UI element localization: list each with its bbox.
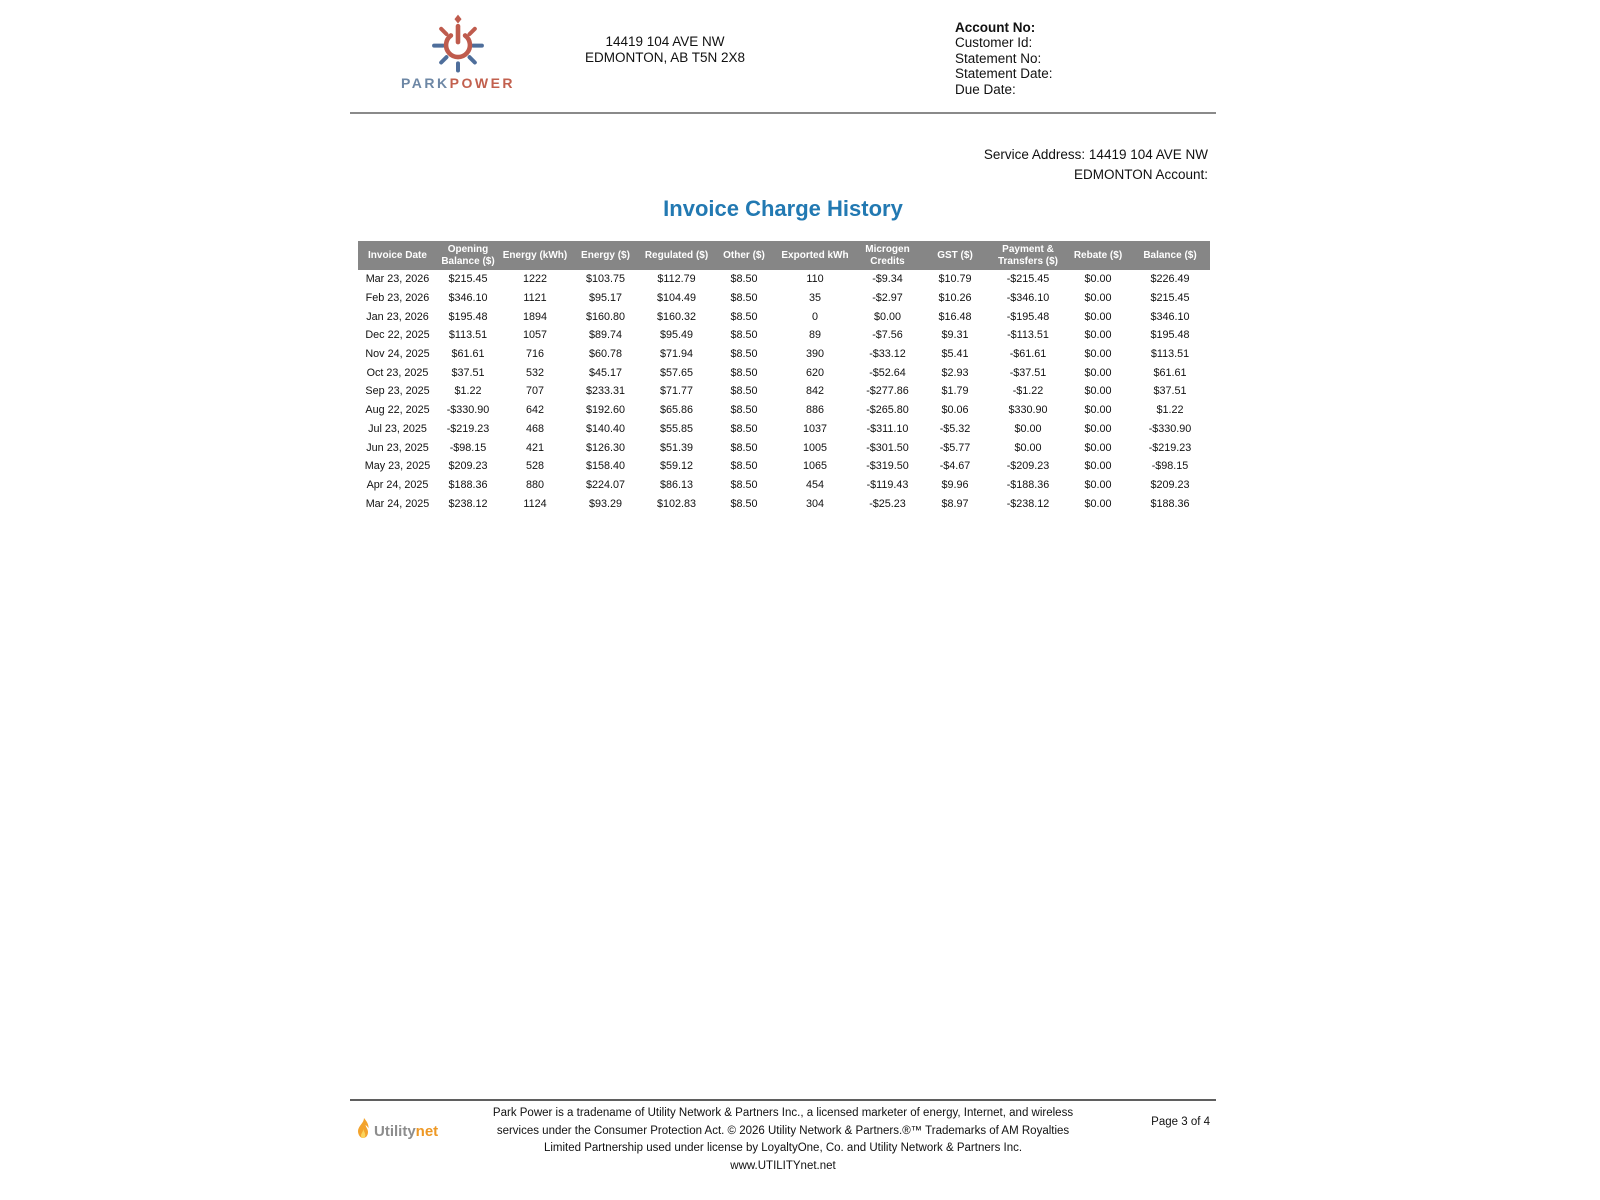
table-cell: $0.00 bbox=[1084, 292, 1112, 305]
table-cell: $160.80 bbox=[585, 310, 626, 323]
table-cell: $8.50 bbox=[730, 273, 758, 286]
table-cell: -$188.36 bbox=[1006, 478, 1050, 491]
table-row bbox=[358, 289, 1210, 308]
table-cell: $103.75 bbox=[585, 273, 626, 286]
table-cell: $8.50 bbox=[730, 329, 758, 342]
table-cell: -$277.86 bbox=[866, 385, 909, 398]
table-cell: $8.50 bbox=[730, 460, 758, 473]
table-cell: $8.50 bbox=[730, 404, 758, 417]
table-cell: $192.60 bbox=[585, 404, 626, 417]
column-header: Other ($) bbox=[713, 241, 775, 270]
table-cell: -$5.77 bbox=[939, 441, 971, 454]
table-cell: -$5.32 bbox=[939, 422, 971, 435]
table-cell: $158.40 bbox=[585, 460, 626, 473]
table-row bbox=[358, 401, 1210, 420]
table-cell: $95.17 bbox=[588, 292, 623, 305]
table-cell: $126.30 bbox=[585, 441, 626, 454]
table-cell: $160.32 bbox=[656, 310, 697, 323]
table-cell: -$33.12 bbox=[869, 348, 906, 361]
wordmark-utility: Utility bbox=[374, 1123, 416, 1140]
table-cell: $71.77 bbox=[659, 385, 694, 398]
table-cell: $8.97 bbox=[941, 497, 969, 510]
table-cell: $9.96 bbox=[941, 478, 969, 491]
table-cell: 35 bbox=[808, 292, 821, 305]
footer-disclaimer bbox=[350, 1105, 1216, 1158]
table-cell: -$9.34 bbox=[872, 273, 903, 286]
table-cell: $0.00 bbox=[1084, 329, 1112, 342]
table-cell: -$52.64 bbox=[869, 366, 906, 379]
table-cell: 642 bbox=[525, 404, 544, 417]
table-cell: 1121 bbox=[523, 292, 547, 305]
table-cell: $89.74 bbox=[588, 329, 623, 342]
table-cell: -$7.56 bbox=[872, 329, 903, 342]
table-cell: Apr 24, 2025 bbox=[366, 478, 429, 491]
table-row bbox=[358, 420, 1210, 439]
table-body bbox=[358, 270, 1210, 513]
table-cell: -$113.51 bbox=[1007, 329, 1049, 342]
table-cell: $51.39 bbox=[659, 441, 694, 454]
column-header: Energy (kWh) bbox=[499, 241, 571, 270]
table-cell: -$195.48 bbox=[1006, 310, 1050, 323]
service-address-block bbox=[984, 145, 1208, 184]
statement-no-label: Statement No: bbox=[955, 50, 1042, 66]
table-cell: $1.22 bbox=[454, 385, 482, 398]
table-cell: $1.22 bbox=[1156, 404, 1184, 417]
page-title: Invoice Charge History bbox=[663, 196, 903, 221]
table-cell: $10.26 bbox=[938, 292, 972, 305]
table-cell: $57.65 bbox=[659, 366, 694, 379]
table-cell: -$119.43 bbox=[866, 478, 909, 491]
table-cell: 1037 bbox=[802, 422, 828, 435]
table-row bbox=[358, 457, 1210, 476]
table-cell: $71.94 bbox=[659, 348, 694, 361]
table-cell: Oct 23, 2025 bbox=[366, 366, 429, 379]
column-header: Energy ($) bbox=[571, 241, 640, 270]
table-cell: $93.29 bbox=[588, 497, 623, 510]
table-cell: 0 bbox=[811, 310, 818, 323]
table-cell: $238.12 bbox=[448, 497, 488, 510]
column-header: Opening Balance ($) bbox=[437, 241, 499, 270]
wordmark-park: PARK bbox=[400, 75, 450, 91]
table-cell: 1894 bbox=[522, 310, 548, 323]
table-cell: -$330.90 bbox=[1148, 422, 1192, 435]
table-cell: 842 bbox=[805, 385, 824, 398]
table-cell: $104.49 bbox=[656, 292, 697, 305]
table-cell: $8.50 bbox=[730, 292, 758, 305]
power-sun-icon bbox=[400, 12, 516, 74]
table-row bbox=[358, 438, 1210, 457]
due-date-label: Due Date: bbox=[955, 81, 1016, 97]
table-cell: $0.00 bbox=[1084, 497, 1112, 510]
table-cell: $8.50 bbox=[730, 497, 758, 510]
mailing-address bbox=[500, 34, 830, 65]
table-cell: -$265.80 bbox=[866, 404, 909, 417]
table-cell: $0.00 bbox=[1084, 385, 1112, 398]
table-cell: $102.83 bbox=[656, 497, 697, 510]
table-cell: $61.61 bbox=[1153, 366, 1187, 379]
table-cell: -$98.15 bbox=[1151, 460, 1189, 473]
table-cell: -$2.97 bbox=[872, 292, 903, 305]
table-cell: $8.50 bbox=[730, 366, 758, 379]
table-cell: $0.00 bbox=[1084, 273, 1112, 286]
table-cell: $233.31 bbox=[585, 385, 626, 398]
disclaimer-line1: Park Power is a tradename of Utility Network & Partners Inc., a licensed marketer of energy, Internet, and wireless bbox=[492, 1107, 1074, 1119]
table-cell: -$301.50 bbox=[866, 441, 909, 454]
table-row bbox=[358, 345, 1210, 364]
table-cell: $188.36 bbox=[448, 478, 488, 491]
table-cell: -$215.45 bbox=[1006, 273, 1050, 286]
table-cell: $86.13 bbox=[659, 478, 694, 491]
header-divider bbox=[350, 112, 1216, 114]
table-cell: $0.00 bbox=[1084, 422, 1112, 435]
column-header: Payment & Transfers ($) bbox=[990, 241, 1066, 270]
mailing-address-line2: EDMONTON, AB T5N 2X8 bbox=[584, 49, 746, 65]
column-header: Microgen Credits bbox=[855, 241, 920, 270]
table-cell: 1124 bbox=[523, 497, 547, 510]
table-cell: $0.00 bbox=[1084, 460, 1112, 473]
table-cell: 1222 bbox=[522, 273, 548, 286]
table-cell: $60.78 bbox=[588, 348, 623, 361]
mailing-address-line1: 14419 104 AVE NW bbox=[605, 34, 725, 49]
table-cell: 89 bbox=[808, 329, 821, 342]
table-cell: $0.00 bbox=[1084, 404, 1112, 417]
table-cell: $0.00 bbox=[1084, 348, 1112, 361]
table-cell: $0.00 bbox=[1084, 366, 1112, 379]
table-cell: -$4.67 bbox=[939, 460, 971, 473]
account-no-label: Account No: bbox=[955, 20, 1036, 35]
table-cell: $55.85 bbox=[659, 422, 694, 435]
table-cell: 716 bbox=[525, 348, 544, 361]
table-cell: 886 bbox=[805, 404, 824, 417]
table-cell: $0.00 bbox=[1084, 310, 1112, 323]
table-cell: $195.48 bbox=[448, 310, 488, 323]
table-cell: $0.00 bbox=[873, 310, 902, 323]
table-cell: $209.23 bbox=[448, 460, 488, 473]
footer-divider bbox=[350, 1099, 1216, 1101]
table-row bbox=[358, 476, 1210, 495]
table-cell: Aug 22, 2025 bbox=[365, 404, 430, 417]
wordmark-power: POWER bbox=[449, 75, 516, 91]
table-cell: $9.31 bbox=[941, 329, 969, 342]
table-cell: $10.79 bbox=[938, 273, 972, 286]
table-cell: -$25.23 bbox=[869, 497, 906, 510]
table-cell: -$219.23 bbox=[446, 422, 490, 435]
table-cell: Dec 22, 2025 bbox=[365, 329, 430, 342]
account-info-block bbox=[955, 20, 1053, 97]
table-cell: $61.61 bbox=[451, 348, 485, 361]
table-cell: $224.07 bbox=[585, 478, 626, 491]
table-cell: 304 bbox=[805, 497, 824, 510]
table-cell: $59.12 bbox=[659, 460, 694, 473]
table-cell: $215.45 bbox=[448, 273, 488, 286]
table-cell: -$209.23 bbox=[1006, 460, 1050, 473]
table-cell: Sep 23, 2025 bbox=[365, 385, 430, 398]
table-cell: 1065 bbox=[802, 460, 828, 473]
table-cell: Nov 24, 2025 bbox=[365, 348, 430, 361]
table-cell: Jul 23, 2025 bbox=[368, 422, 427, 435]
disclaimer-line3: Limited Partnership used under license by LoyaltyOne, Co. and Utility Network & Partners Inc. bbox=[543, 1142, 1023, 1154]
table-cell: Jun 23, 2025 bbox=[366, 441, 429, 454]
table-cell: May 23, 2025 bbox=[364, 460, 431, 473]
table-row bbox=[358, 494, 1210, 513]
table-cell: $113.51 bbox=[448, 329, 488, 342]
website-url: www.UTILITYnet.net bbox=[730, 1160, 836, 1172]
table-cell: 110 bbox=[806, 273, 824, 286]
table-cell: $0.00 bbox=[1084, 441, 1112, 454]
table-cell: 1057 bbox=[522, 329, 548, 342]
table-cell: -$98.15 bbox=[449, 441, 487, 454]
table-cell: $0.00 bbox=[1014, 422, 1042, 435]
table-cell: Feb 23, 2026 bbox=[365, 292, 430, 305]
table-cell: $226.49 bbox=[1150, 273, 1190, 286]
table-cell: $0.06 bbox=[941, 404, 969, 417]
table-cell: $8.50 bbox=[730, 478, 758, 491]
invoice-history-table bbox=[358, 241, 1210, 513]
table-cell: $330.90 bbox=[1008, 404, 1048, 417]
table-cell: -$346.10 bbox=[1006, 292, 1050, 305]
table-cell: $209.23 bbox=[1150, 478, 1190, 491]
table-cell: 1005 bbox=[802, 441, 828, 454]
table-cell: -$238.12 bbox=[1006, 497, 1050, 510]
table-cell: 707 bbox=[525, 385, 544, 398]
table-cell: $65.86 bbox=[659, 404, 694, 417]
table-cell: 532 bbox=[525, 366, 544, 379]
table-row bbox=[358, 382, 1210, 401]
column-header: GST ($) bbox=[920, 241, 990, 270]
table-cell: $16.48 bbox=[938, 310, 972, 323]
table-cell: -$311.10 bbox=[866, 422, 909, 435]
table-cell: $215.45 bbox=[1150, 292, 1190, 305]
column-header: Exported kWh bbox=[775, 241, 855, 270]
table-cell: Jan 23, 2026 bbox=[366, 310, 429, 323]
table-row bbox=[358, 363, 1210, 382]
table-cell: $5.41 bbox=[941, 348, 969, 361]
wordmark-net: net bbox=[415, 1123, 439, 1140]
table-cell: $8.50 bbox=[730, 385, 758, 398]
table-cell: $37.51 bbox=[451, 366, 485, 379]
table-cell: $45.17 bbox=[588, 366, 623, 379]
table-cell: $37.51 bbox=[1153, 385, 1187, 398]
table-header-row bbox=[358, 241, 1210, 270]
table-cell: -$219.23 bbox=[1148, 441, 1192, 454]
disclaimer-line2: services under the Consumer Protection Act. © 2026 Utility Network & Partners.®™ Trademarks of AM Royalties bbox=[496, 1124, 1070, 1137]
column-header: Invoice Date bbox=[358, 241, 437, 270]
table-cell: $112.79 bbox=[657, 273, 696, 286]
table-cell: $8.50 bbox=[730, 310, 758, 323]
table-cell: $8.50 bbox=[730, 422, 758, 435]
table-cell: Mar 23, 2026 bbox=[365, 273, 430, 286]
column-header: Regulated ($) bbox=[640, 241, 713, 270]
parkpower-logo bbox=[400, 12, 516, 91]
document-page bbox=[350, 0, 1216, 1200]
table-cell: 390 bbox=[805, 348, 824, 361]
table-row bbox=[358, 326, 1210, 345]
table-cell: $8.50 bbox=[730, 441, 758, 454]
column-header: Rebate ($) bbox=[1066, 241, 1130, 270]
table-cell: $0.00 bbox=[1084, 478, 1112, 491]
column-header: Balance ($) bbox=[1130, 241, 1210, 270]
statement-date-label: Statement Date: bbox=[955, 66, 1053, 82]
table-cell: $195.48 bbox=[1150, 329, 1190, 342]
table-cell: 620 bbox=[805, 366, 824, 379]
table-cell: 468 bbox=[525, 422, 544, 435]
table-cell: -$1.22 bbox=[1012, 385, 1044, 398]
table-cell: -$319.50 bbox=[866, 460, 909, 473]
table-cell: $8.50 bbox=[730, 348, 758, 361]
table-cell: $346.10 bbox=[448, 292, 488, 305]
table-cell: $346.10 bbox=[1150, 310, 1190, 323]
customer-id-label: Customer Id: bbox=[955, 35, 1033, 51]
table-row bbox=[358, 270, 1210, 289]
table-cell: 880 bbox=[525, 478, 544, 491]
table-cell: $95.49 bbox=[659, 329, 694, 342]
table-cell: Mar 24, 2025 bbox=[365, 497, 430, 510]
table-cell: $0.00 bbox=[1014, 441, 1042, 454]
table-cell: $140.40 bbox=[585, 422, 626, 435]
table-cell: -$330.90 bbox=[446, 404, 490, 417]
table-cell: -$61.61 bbox=[1009, 348, 1047, 361]
page-number: Page 3 of 4 bbox=[1151, 1116, 1210, 1128]
table-cell: 528 bbox=[525, 460, 544, 473]
table-cell: $1.79 bbox=[941, 385, 969, 398]
table-cell: $113.51 bbox=[1150, 348, 1190, 361]
table-row bbox=[358, 307, 1210, 326]
parkpower-wordmark bbox=[400, 75, 516, 91]
service-address-line2: EDMONTON Account: bbox=[1073, 166, 1208, 182]
service-address-line1: Service Address: 14419 104 AVE NW bbox=[983, 147, 1208, 162]
table-cell: 421 bbox=[525, 441, 544, 454]
table-cell: -$37.51 bbox=[1009, 366, 1047, 379]
table-cell: 454 bbox=[805, 478, 824, 491]
table-cell: $2.93 bbox=[941, 366, 969, 379]
table-cell: $188.36 bbox=[1150, 497, 1190, 510]
